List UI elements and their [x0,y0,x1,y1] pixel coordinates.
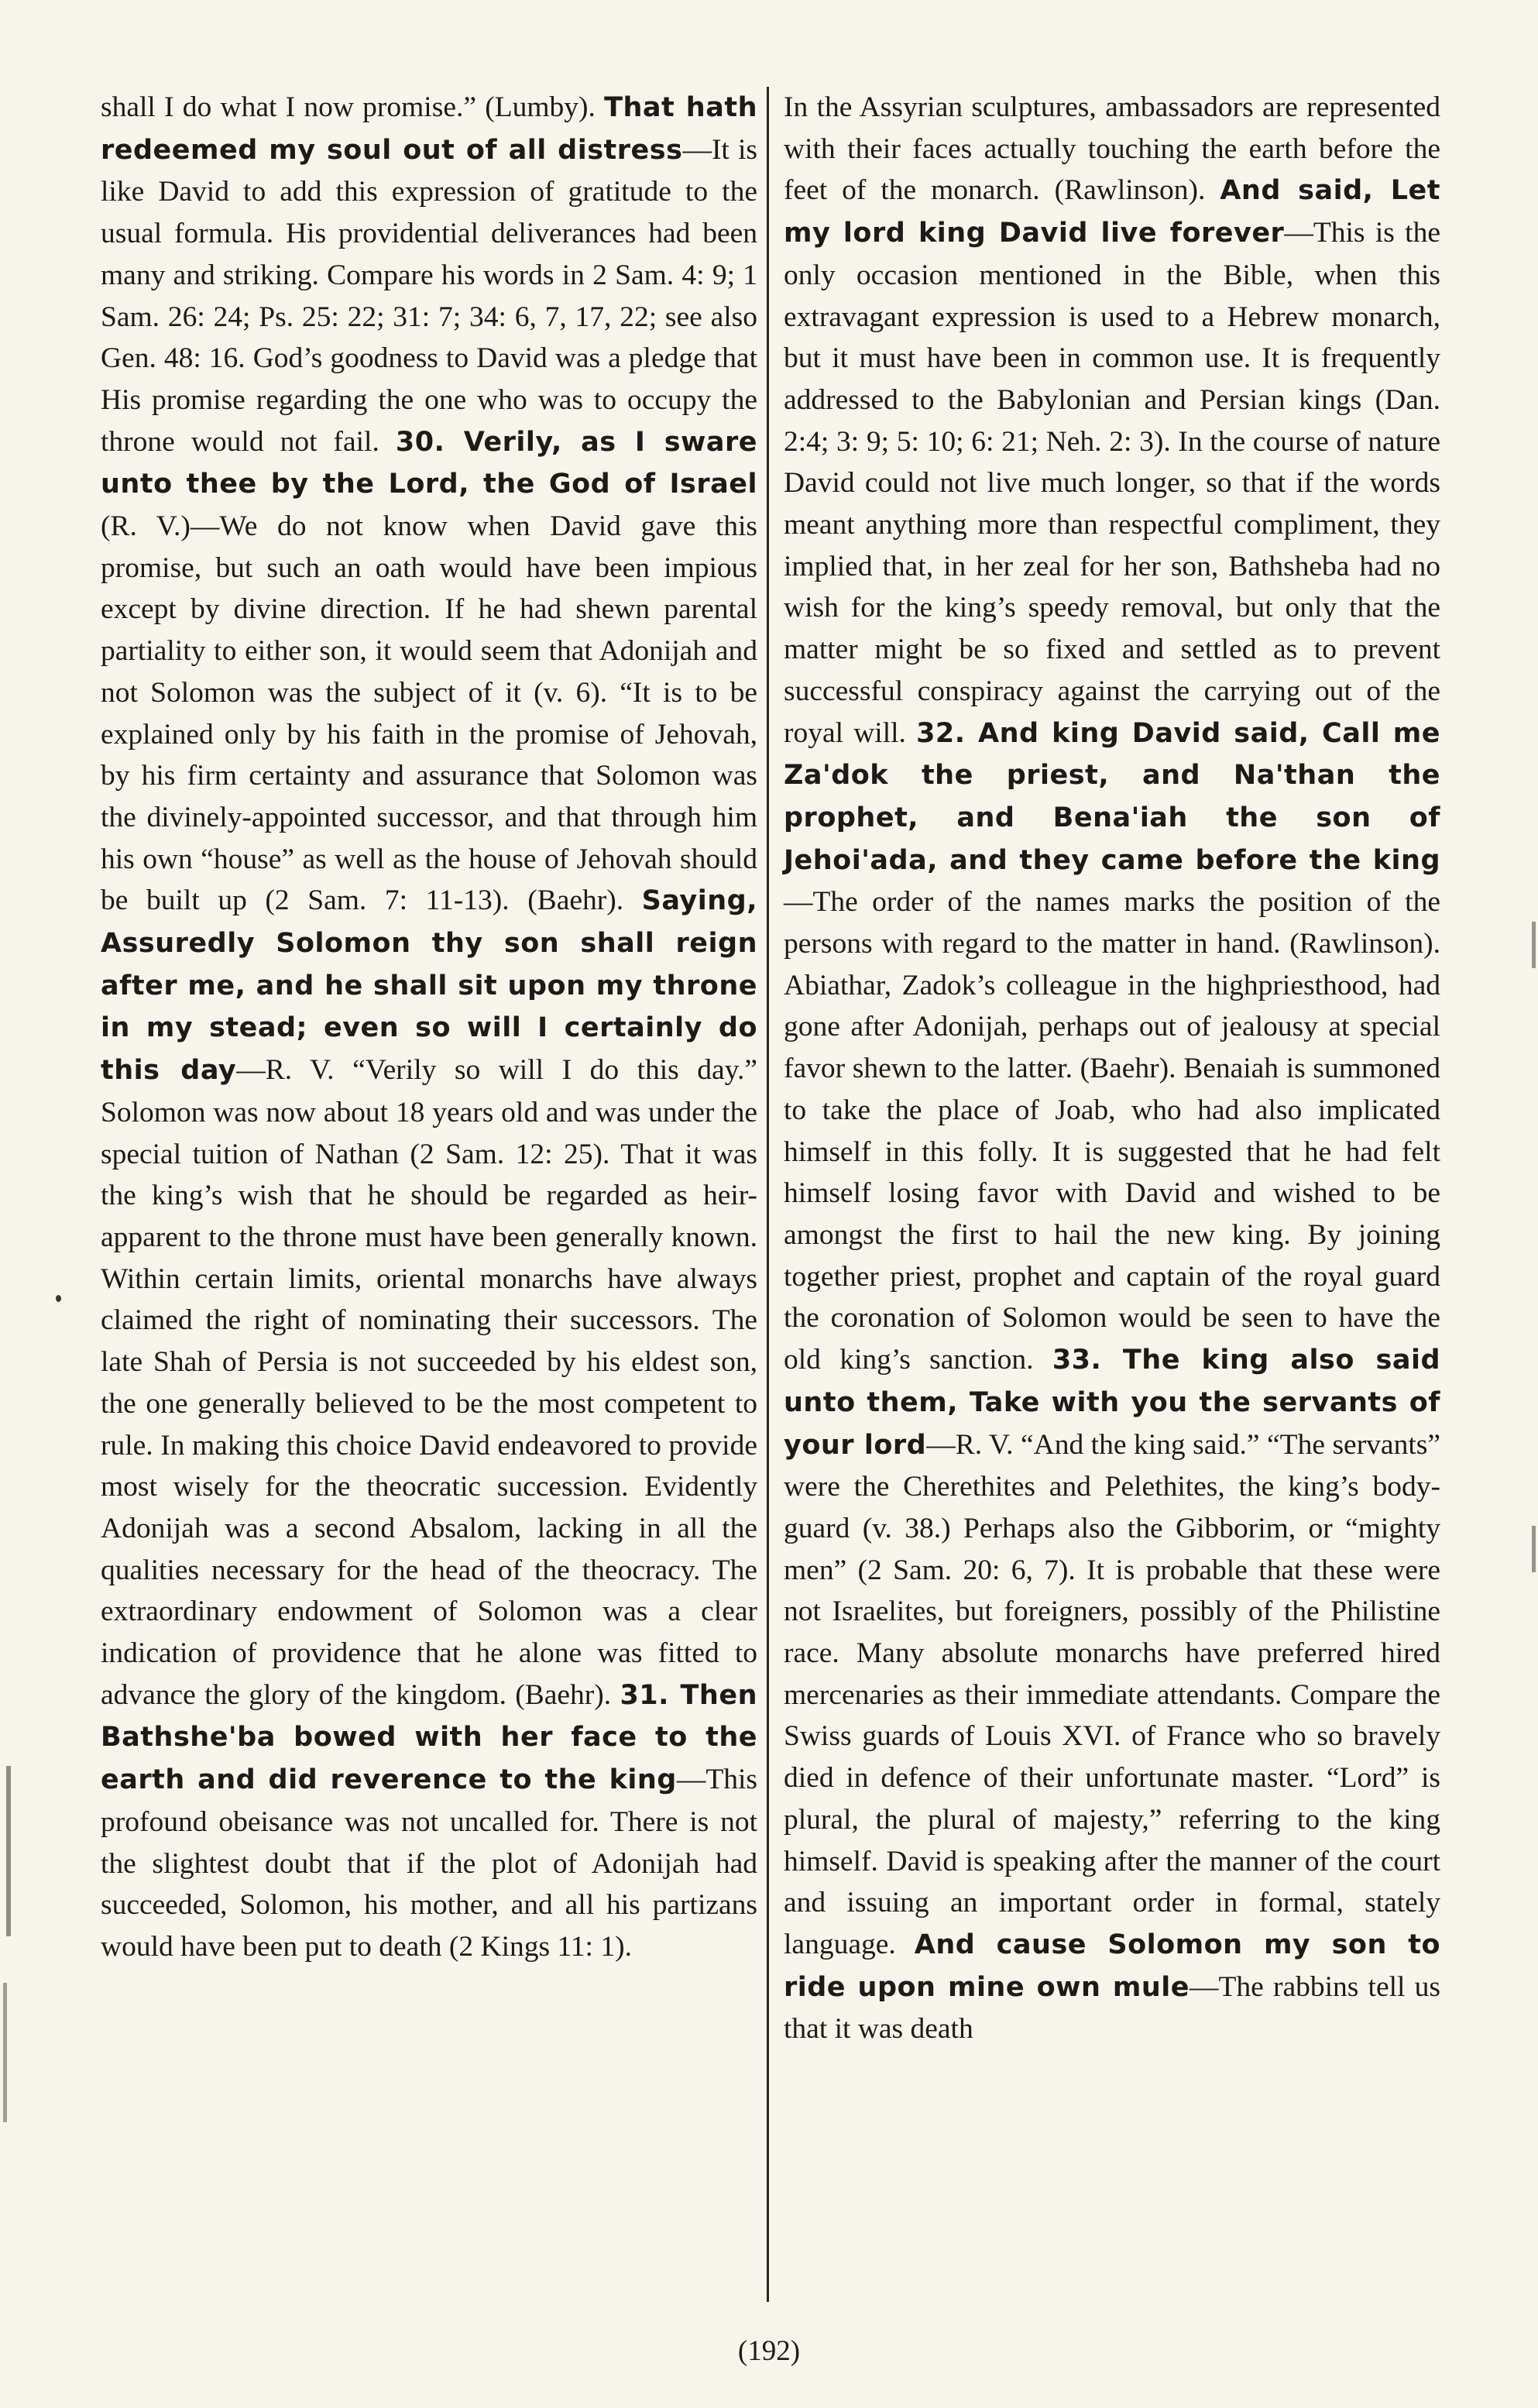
scan-artifact [1532,1526,1536,1572]
scan-artifact [3,1983,7,2122]
text-run: —R. V. “Verily so will I do this day.” Solomon was now about 18 years old and was under the special tuition of Nathan (2 Sam. 12: 25). That it was the king’s wish that he should be regarded as heir-apparent to the throne must have been generally known. Within certain limits, oriental monarchs have always claimed the right of nominating their successors. The late Shah of Persia is not succeeded by his eldest son, the one generally believed to be the most competent to rule. In making this choice David endeavored to provide most wisely for the theocratic succession. Evidently Adonijah was a second Absalom, lacking in all the qualities necessary for the head of the theocracy. The extraordinary endowment of Solomon was a clear indication of providence that he alone was fitted to advance the glory of the kingdom. (Baehr). [101,1054,758,1711]
verse-heading: 33. The king also said unto them, Take with you the servants of your lord [784,1345,1440,1461]
column-divider [767,87,769,2302]
scan-artifact [56,1295,61,1302]
verse-heading: And cause Solomon my son to ride upon mine own mule [784,1929,1440,2003]
text-run: In the Assyrian sculptures, ambassadors are represented with their faces actually touching the earth before the feet of the monarch. (Rawlinson). [784,91,1440,207]
text-run: (R. V.)—We do not know when David gave this promise, but such an oath would have been impious except by divine direction. If he had shewn parental partiality to either son, it would seem that Adonijah and not Solomon was the subject of it (v. 6). “It is to be explained only by his faith in the promise of Jehovah, by his firm certainty and assurance that Solomon was the divinely-appointed successor, and that through him his own “house” as well as the house of Jehovah should be built up (2 Sam. 7: 11-13). (Baehr). [101,510,757,917]
verse-heading: And said, Let my lord king David live forever [784,175,1440,249]
text-run: —It is like David to add this expression of gratitude to the usual formula. His providential deliverances had been many and striking. Compare his words in 2 Sam. 4: 9; 1 Sam. 26: 24; Ps. 25: 22; 31: 7; 34: 6, 7, 17, 22; see also Gen. 48: 16. God’s goodness to David was a pledge that His promise regarding the one who was to occupy the throne would not fail. [101,133,757,458]
scan-artifact [1532,922,1536,968]
verse-heading: 32. And king David said, Call me Za'dok the priest, and Na'than the prophet, and Bena'iah the son of Jehoi'ada, and they came before the king [784,717,1440,876]
text-run: —The rabbins tell us that it was death [784,1970,1440,2046]
right-column-text [784,87,1440,2050]
page-number: (192) [737,2335,801,2367]
text-run: —The order of the names marks the position of the persons with regard to the matter in hand. (Rawlinson). Abiathar, Zadok’s colleague in the highpriesthood, had gone after Adonijah, perhaps out of jealousy at special favor shewn to the latter. (Baehr). Benaiah is summoned to take the place of Joab, who had also implicated himself in this folly. It is suggested that he had felt himself losing favor with David and wished to be amongst the first to hail the new king. By joining together priest, prophet and captain of the royal guard the coronation of Solomon would be seen to have the old king’s sanction. [784,886,1440,1376]
text-run: —This profound obeisance was not uncalled for. There is not the slightest doubt that if the plot of Adonijah had succeeded, Solomon, his mother, and all his partizans would have been put to death (2 Kings 11: 1). [101,1764,757,1963]
verse-heading: 31. Then Bathshe'ba bowed with her face to the earth and did reverence to the king [101,1679,757,1796]
right-column [784,87,1440,2050]
verse-heading: Saying, Assuredly Solomon thy son shall reign after me, and he shall sit upon my throne in my stead; even so will I certainly do this day [101,885,757,1087]
text-run: shall I do what I now promise.” (Lumby). [101,91,605,123]
verse-heading: 30. Verily, as I sware unto thee by the Lord, the God of Israel [101,426,757,500]
left-column-text [101,87,757,1968]
scan-artifact [6,1766,11,1936]
verse-heading: That hath redeemed my soul out of all distress [101,92,757,166]
left-column [101,87,757,1968]
text-run: —R. V. “And the king said.” “The servants” were the Cherethites and Pelethites, the king’s body-guard (v. 38.) Perhaps also the Gibborim, or “mighty men” (2 Sam. 20: 6, 7). It is probable that these were not Israelites, but foreigners, possibly of the Philistine race. Many absolute monarchs have preferred hired mercenaries as their immediate attendants. Compare the Swiss guards of Louis XVI. of France who so bravely died in defence of their unfortunate master. “Lord” is plural, the plural of majesty,” referring to the king himself. David is speaking after the manner of the court and issuing an important order in formal, stately language. [784,1428,1440,1960]
text-run: —This is the only occasion mentioned in the Bible, when this extravagant expression is used to a Hebrew monarch, but it must have been in common use. It is frequently addressed to the Babylonian and Persian kings (Dan. 2:4; 3: 9; 5: 10; 6: 21; Neh. 2: 3). In the course of nature David could not live much longer, so that if the words meant anything more than respectful compliment, they implied that, in her zeal for her son, Bathsheba had no wish for the king’s speedy removal, but only that the matter might be so fixed and settled as to prevent successful conspiracy against the carrying out of the royal will. [784,217,1440,749]
